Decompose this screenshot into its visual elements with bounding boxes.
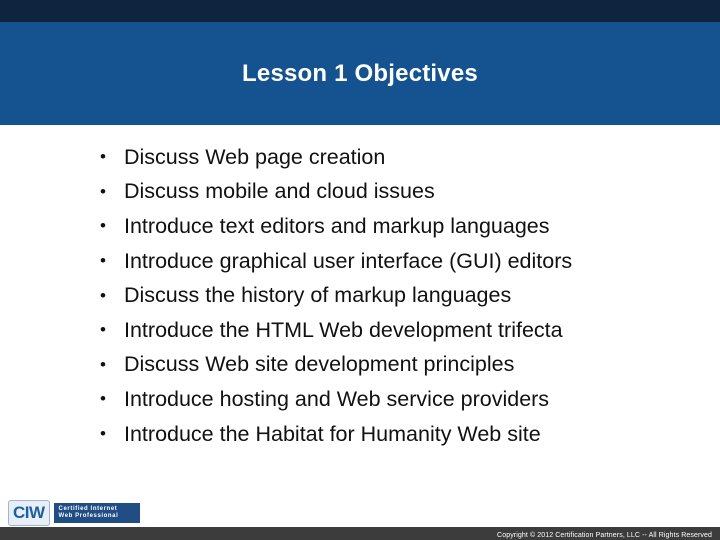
slide-title: Lesson 1 Objectives xyxy=(242,59,478,87)
bullet-icon: • xyxy=(100,285,106,305)
bullet-text: Introduce text editors and markup languages xyxy=(124,213,550,238)
list-item xyxy=(100,348,572,383)
ciw-logo-tagline xyxy=(54,503,140,523)
list-item xyxy=(100,382,572,417)
ciw-logo-line2: Web Professional xyxy=(58,513,119,519)
ciw-logo xyxy=(8,500,140,526)
ciw-logo-line1: Certified Internet xyxy=(58,506,118,512)
list-item xyxy=(100,417,572,452)
bullet-text: Introduce the HTML Web development trifecta xyxy=(124,317,563,342)
bullet-text: Discuss the history of markup languages xyxy=(124,283,512,308)
bullet-text: Discuss Web page creation xyxy=(124,144,386,169)
title-band xyxy=(0,22,720,125)
list-item xyxy=(100,140,572,175)
objectives-list xyxy=(100,140,572,451)
bullet-text: Discuss Web site development principles xyxy=(124,352,515,377)
list-item xyxy=(100,244,572,279)
copyright-text: Copyright © 2012 Certification Partners, LLC -- All Rights Reserved xyxy=(497,532,712,539)
top-strip xyxy=(0,0,720,22)
bullet-icon: • xyxy=(100,354,106,374)
bullet-icon: • xyxy=(100,147,106,167)
list-item xyxy=(100,313,572,348)
bullet-icon: • xyxy=(100,320,106,340)
ciw-logo-word: CIW xyxy=(13,503,45,522)
bullet-text: Introduce graphical user interface (GUI) editors xyxy=(124,248,573,273)
bullet-icon: • xyxy=(100,424,106,444)
bullet-text: Discuss mobile and cloud issues xyxy=(124,179,435,204)
bullet-icon: • xyxy=(100,251,106,271)
bullet-text: Introduce the Habitat for Humanity Web site xyxy=(124,421,541,446)
bullet-text: Introduce hosting and Web service providers xyxy=(124,386,550,411)
bullet-icon: • xyxy=(100,389,106,409)
list-item xyxy=(100,175,572,210)
list-item xyxy=(100,209,572,244)
ciw-logo-mark xyxy=(8,500,50,526)
list-item xyxy=(100,278,572,313)
footer-bar xyxy=(0,527,720,540)
bullet-icon: • xyxy=(100,181,106,201)
bullet-icon: • xyxy=(100,216,106,236)
